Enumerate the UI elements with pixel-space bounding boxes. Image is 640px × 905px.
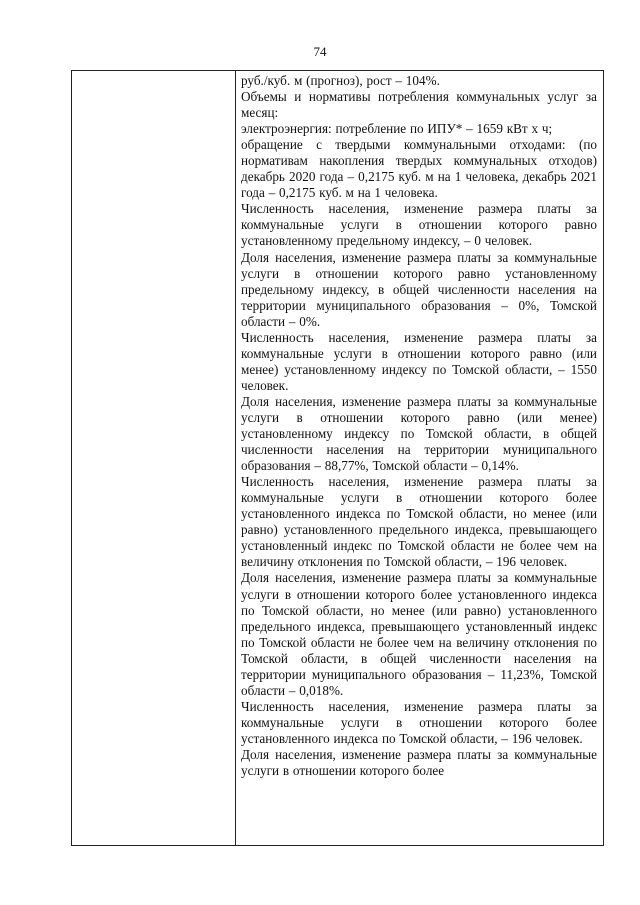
paragraph-share-equal-limit: Доля населения, изменение размера платы за коммунальные услуги в отношении которого равно установленному предельному индексу, в общей численности населения на территории муниципального образования – 0%, Томской области – 0%. — [241, 249, 597, 329]
paragraph-tariff-growth: руб./куб. м (прогноз), рост – 104%. — [241, 73, 440, 88]
paragraph-share-equal-or-less-index: Доля населения, изменение размера платы за коммунальные услуги в отношении которого равно (или менее) установленному индексу по Томской области, в общей численности населения на территории муниципального образования – 88,77%, Томской области – 0,14%. — [241, 393, 597, 474]
paragraph-volumes-heading: Объемы и нормативы потребления коммунальных услуг за месяц: — [241, 89, 597, 121]
table-left-column — [72, 71, 236, 845]
paragraph-population-equal-or-less-index: Численность населения, изменение размера платы за коммунальные услуги в отношении которого равно (или менее) установленному индексу по Томской области, – 1550 человек. — [241, 329, 597, 393]
table-right-column — [236, 71, 603, 845]
document-table — [71, 70, 604, 846]
paragraph-population-above-index-within-deviation: Численность населения, изменение размера платы за коммунальные услуги в отношении которого более установленного индекса по Томской области, но менее (или равно) установленного предельного индекса, превышающего установленный индекс по Томской области не более чем на величину отклонения по Томской области, – 196 человек. — [241, 474, 597, 570]
paragraph-share-above-index-within-deviation: Доля населения, изменение размера платы за коммунальные услуги в отношении которого более установленного индекса по Томской области, но менее (или равно) установленного предельного индекса, превышающего установленный индекс по Томской области не более чем на величину отклонения по Томской области, в общей численности населения на территории муниципального образования – 11,23%, Томской области – 0,018%. — [241, 570, 597, 698]
paragraph-population-equal-limit: Численность населения, изменение размера платы за коммунальные услуги в отношении которого равно установленному предельному индексу, – 0 человек. — [241, 201, 597, 249]
paragraph-electricity: электроэнергия: потребление по ИПУ* – 1659 кВт х ч; — [241, 121, 553, 137]
paragraph-population-above-index: Численность населения, изменение размера платы за коммунальные услуги в отношении которого более установленного индекса по Томской области, – 196 человек. — [241, 698, 597, 746]
paragraph-share-above-index: Доля населения, изменение размера платы за коммунальные услуги в отношении которого более — [241, 746, 597, 779]
paragraph-solid-waste: обращение с твердыми коммунальными отходами: (по нормативам накопления твердых коммунальных отходов) декабрь 2020 года – 0,2175 куб. м на 1 человека, декабрь 2021 года – 0,2175 куб. м на 1 человека. — [241, 137, 597, 201]
page-number: 74 — [313, 44, 327, 59]
